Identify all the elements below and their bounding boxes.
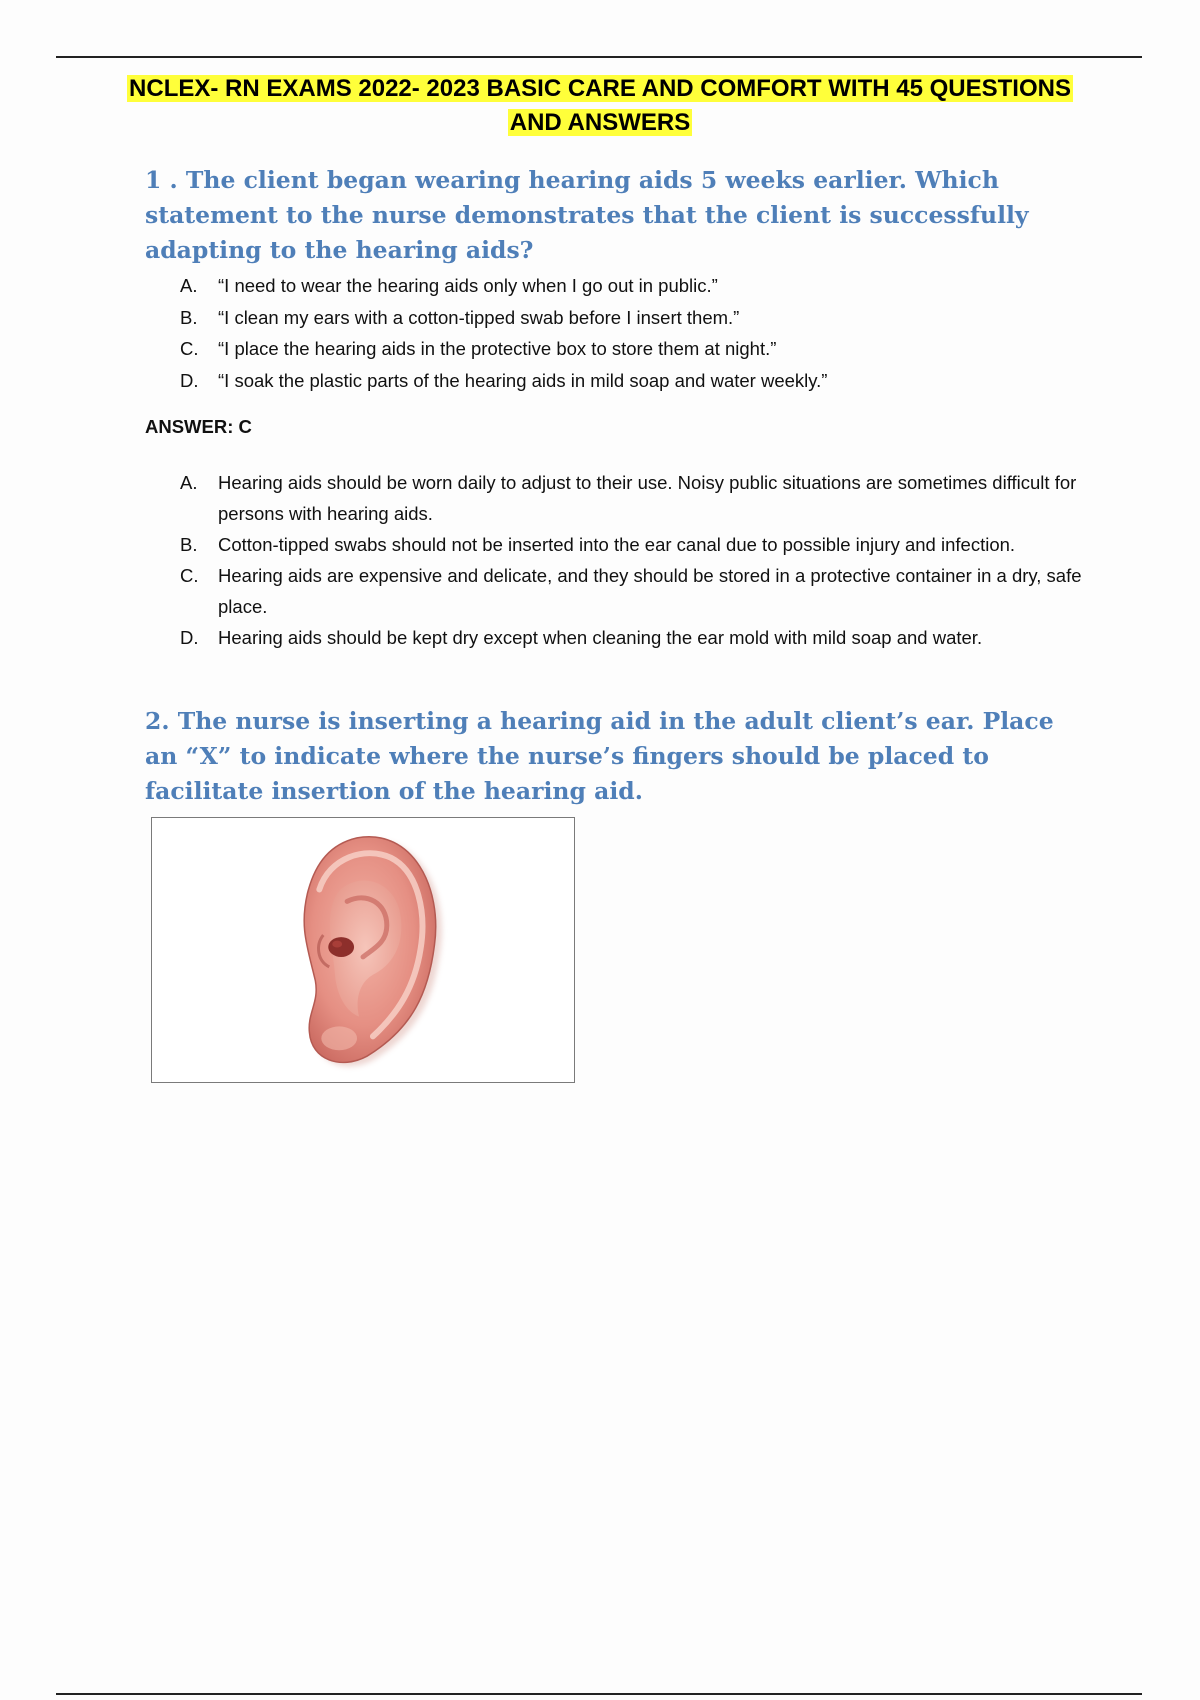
rationale-b <box>180 529 1090 560</box>
option-letter: A. <box>180 275 198 296</box>
ear-figure[interactable] <box>151 817 575 1083</box>
rationale-a <box>180 467 1090 529</box>
option-letter: C. <box>180 338 199 359</box>
option-d <box>180 365 1090 397</box>
bottom-divider <box>56 1693 1142 1695</box>
question-1-text: 1 . The client began wearing hearing aids 5 weeks earlier. Which statement to the nurse demonstrates that the client is successfully adapting to the hearing aids? <box>145 166 1029 264</box>
option-text: “I need to wear the hearing aids only when I go out in public.” <box>218 275 718 296</box>
rationale-text: Hearing aids are expensive and delicate, and they should be stored in a protective container in a dry, safe place. <box>218 565 1082 617</box>
question-2-text: 2. The nurse is inserting a hearing aid in the adult client’s ear. Place an “X” to indicate where the nurse’s fingers should be placed to facilitate insertion of the hearing aid. <box>145 707 1054 805</box>
document-title <box>120 72 1080 140</box>
title-line-2: AND ANSWERS <box>509 109 691 136</box>
rationale-letter: B. <box>180 534 198 555</box>
rationale-d <box>180 622 1090 653</box>
ear-icon <box>152 818 574 1082</box>
rationale-text: Hearing aids should be kept dry except when cleaning the ear mold with mild soap and water. <box>218 627 983 648</box>
option-text: “I place the hearing aids in the protective box to store them at night.” <box>218 338 777 359</box>
option-a <box>180 270 1090 302</box>
question-1-options <box>180 270 1090 396</box>
option-letter: B. <box>180 306 198 328</box>
rationale-c <box>180 560 1090 622</box>
answer-label: ANSWER: C <box>145 416 252 437</box>
rationale-list <box>180 467 1090 653</box>
option-b <box>180 302 1090 334</box>
top-divider <box>56 56 1142 58</box>
rationale-letter: C. <box>180 565 199 586</box>
rationale-text: Cotton-tipped swabs should not be inserted into the ear canal due to possible injury and infection. <box>218 534 1016 555</box>
rationale-letter: A. <box>180 472 198 493</box>
option-text: “I soak the plastic parts of the hearing aids in mild soap and water weekly.” <box>218 369 828 391</box>
option-letter: D. <box>180 369 199 391</box>
option-text: “I clean my ears with a cotton-tipped swab before I insert them.” <box>218 306 740 328</box>
rationale-letter: D. <box>180 627 199 648</box>
rationale-text: Hearing aids should be worn daily to adjust to their use. Noisy public situations are sometimes difficult for persons with hearing aids. <box>218 472 1077 524</box>
title-line-1: NCLEX- RN EXAMS 2022- 2023 BASIC CARE AND COMFORT WITH 45 QUESTIONS <box>129 75 1071 102</box>
option-c <box>180 333 1090 365</box>
